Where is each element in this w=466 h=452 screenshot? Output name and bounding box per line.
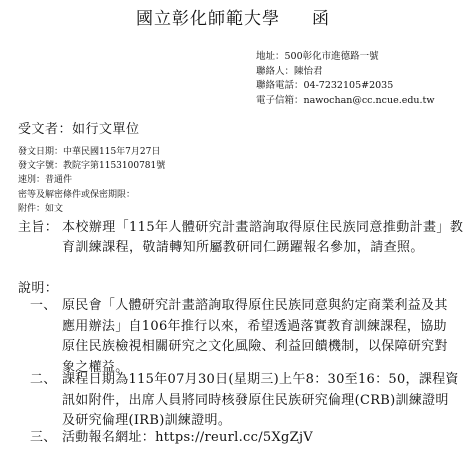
subject-label: 主旨：	[18, 220, 59, 235]
explanation-label: 說明：	[18, 281, 59, 296]
contact-phone: 聯絡電話：04-7232105#2035	[256, 80, 394, 91]
letter-header	[0, 4, 466, 29]
document-type: 函	[312, 9, 330, 29]
contact-info	[256, 50, 435, 108]
attachment-note: 附件：如文	[18, 203, 64, 214]
contact-email: 電子信箱：nawochan@cc.ncue.edu.tw	[256, 94, 435, 106]
delivery-speed: 速別：普通件	[18, 175, 73, 186]
registration-link[interactable]: 活動報名網址：https://reurl.cc/5XgZjV	[62, 430, 313, 445]
contact-address: 地址：500彰化市進德路一號	[256, 51, 379, 62]
recipient-line: 受文者：如行文單位	[18, 122, 140, 137]
document-number: 發文字號：教院字第1153100781號	[18, 161, 166, 172]
issue-date: 發文日期：中華民國115年7月27日	[18, 147, 161, 157]
issuing-organization: 國立彰化師範大學	[136, 9, 280, 29]
item-number: 一、	[30, 298, 57, 313]
subject-text: 本校辦理「115年人體研究計畫諮詢取得原住民族同意推動計畫」教育訓練課程，敬請轉知所屬教研同仁踴躍報名參加，請查照。	[62, 220, 464, 255]
item-number: 二、	[30, 372, 57, 387]
item-number: 三、	[30, 430, 57, 445]
item-text: 原民會「人體研究計畫諮詢取得原住民族同意與約定商業利益及其應用辦法」自106年推行以來，希望透過落實教育訓練課程，協助原住民族檢視相關研究之文化風險、利益回饋機制，以保障研究對象之權益。	[62, 298, 448, 375]
classification-level: 密等及解密條件或保密期限：	[18, 189, 136, 200]
contact-person: 聯絡人：陳怡君	[256, 65, 323, 77]
document-meta	[18, 145, 165, 216]
item-text: 課程日期為115年07月30日(星期三)上午8：30至16：50，課程資訊如附件，出席人員將同時核發原住民族研究倫理(CRB)訓練證明及研究倫理(IRB)訓練證明。	[62, 372, 459, 428]
